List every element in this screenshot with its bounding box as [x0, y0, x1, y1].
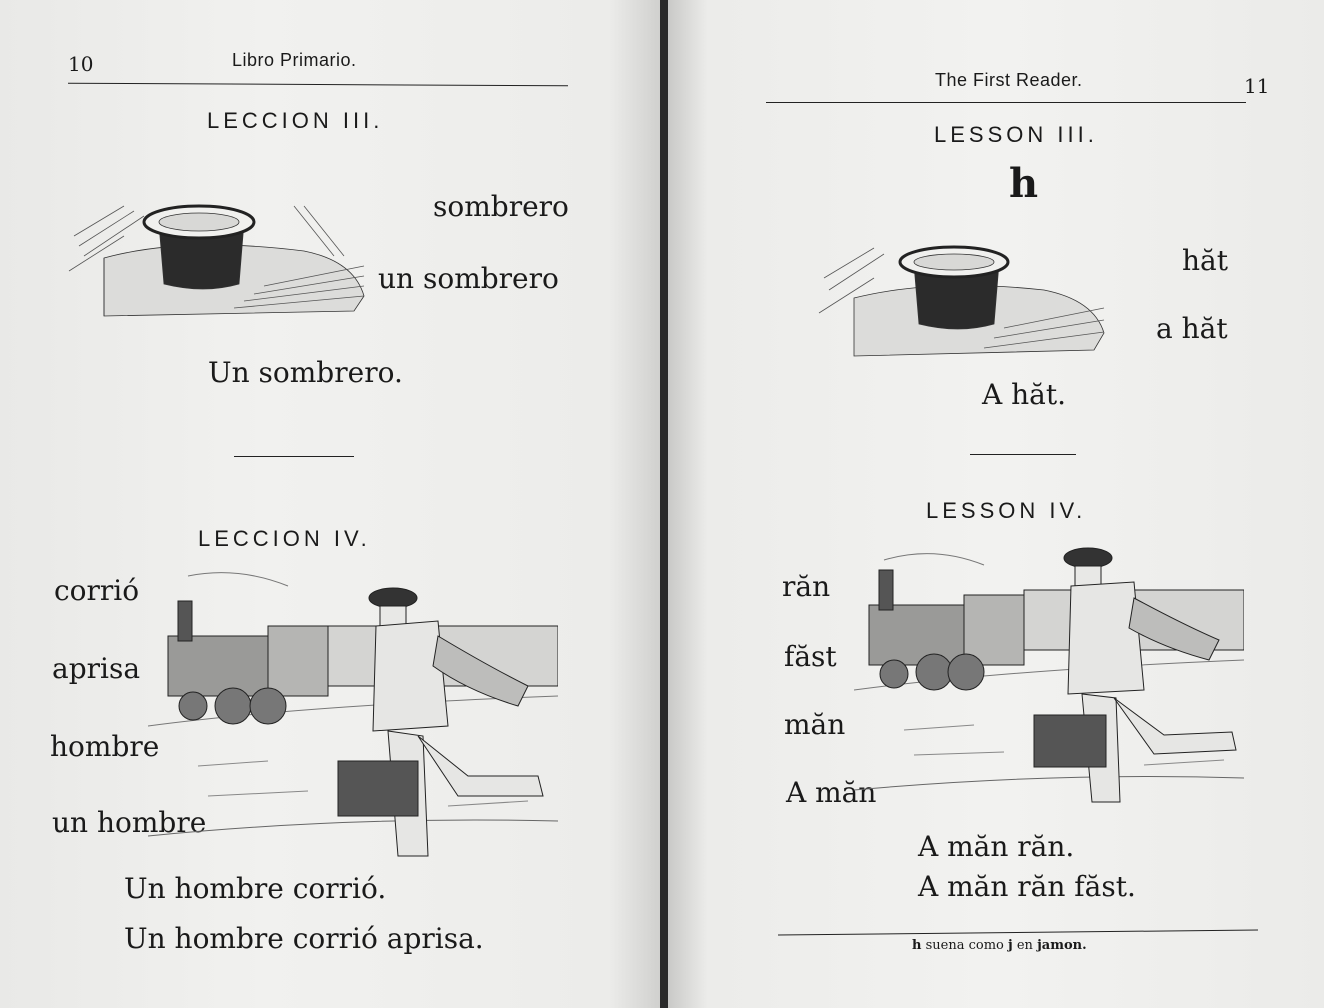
lesson-letter: h — [1009, 160, 1039, 207]
hat-illustration — [814, 218, 1114, 358]
word-a-hat: a hăt — [1156, 312, 1228, 345]
word-un-hombre: un hombre — [52, 806, 207, 839]
sentence-un-hombre-corrio-aprisa: Un hombre corrió aprisa. — [124, 922, 484, 955]
lesson-3-title: LESSON III. — [934, 122, 1098, 147]
word-aprisa: aprisa — [52, 652, 141, 685]
footnote-text-en: en — [1016, 938, 1033, 953]
word-sombrero: sombrero — [433, 190, 569, 223]
right-page — [668, 0, 1324, 1008]
word-a-man: A măn — [786, 776, 877, 809]
header-rule — [766, 102, 1246, 103]
footnote-word: jamon. — [1037, 938, 1087, 953]
footnote-letter-h: h — [912, 938, 922, 953]
sentence-un-sombrero: Un sombrero. — [208, 356, 403, 389]
footnote-rule — [778, 929, 1258, 935]
running-head: Libro Primario. — [232, 50, 357, 70]
train-running-man-illustration — [854, 540, 1244, 810]
sentence-a-man-ran: A măn răn. — [918, 830, 1075, 863]
word-fast: făst — [784, 640, 837, 673]
header-rule — [68, 83, 568, 87]
footnote — [912, 938, 1087, 953]
sentence-un-hombre-corrio: Un hombre corrió. — [124, 872, 387, 905]
sentence-a-hat: A hăt. — [982, 378, 1066, 411]
word-hat: hăt — [1182, 244, 1228, 277]
word-corrio: corrió — [54, 574, 140, 607]
section-divider — [970, 454, 1076, 455]
footnote-text: suena como — [925, 938, 1004, 953]
footnote-letter-j: j — [1008, 938, 1013, 953]
lesson-3-title: LECCION III. — [207, 108, 384, 133]
page-number: 10 — [68, 52, 94, 76]
train-running-man-illustration — [148, 566, 558, 861]
page-number: 11 — [1244, 74, 1270, 98]
word-hombre: hombre — [50, 730, 160, 763]
hat-illustration — [64, 176, 374, 321]
word-ran: răn — [782, 570, 831, 603]
lesson-4-title: LESSON IV. — [926, 498, 1087, 523]
running-head: The First Reader. — [935, 70, 1083, 90]
word-un-sombrero: un sombrero — [378, 262, 559, 295]
lesson-4-title: LECCION IV. — [198, 526, 371, 551]
section-divider — [234, 456, 354, 457]
sentence-a-man-ran-fast: A măn răn făst. — [918, 870, 1136, 903]
word-man: măn — [784, 708, 846, 741]
